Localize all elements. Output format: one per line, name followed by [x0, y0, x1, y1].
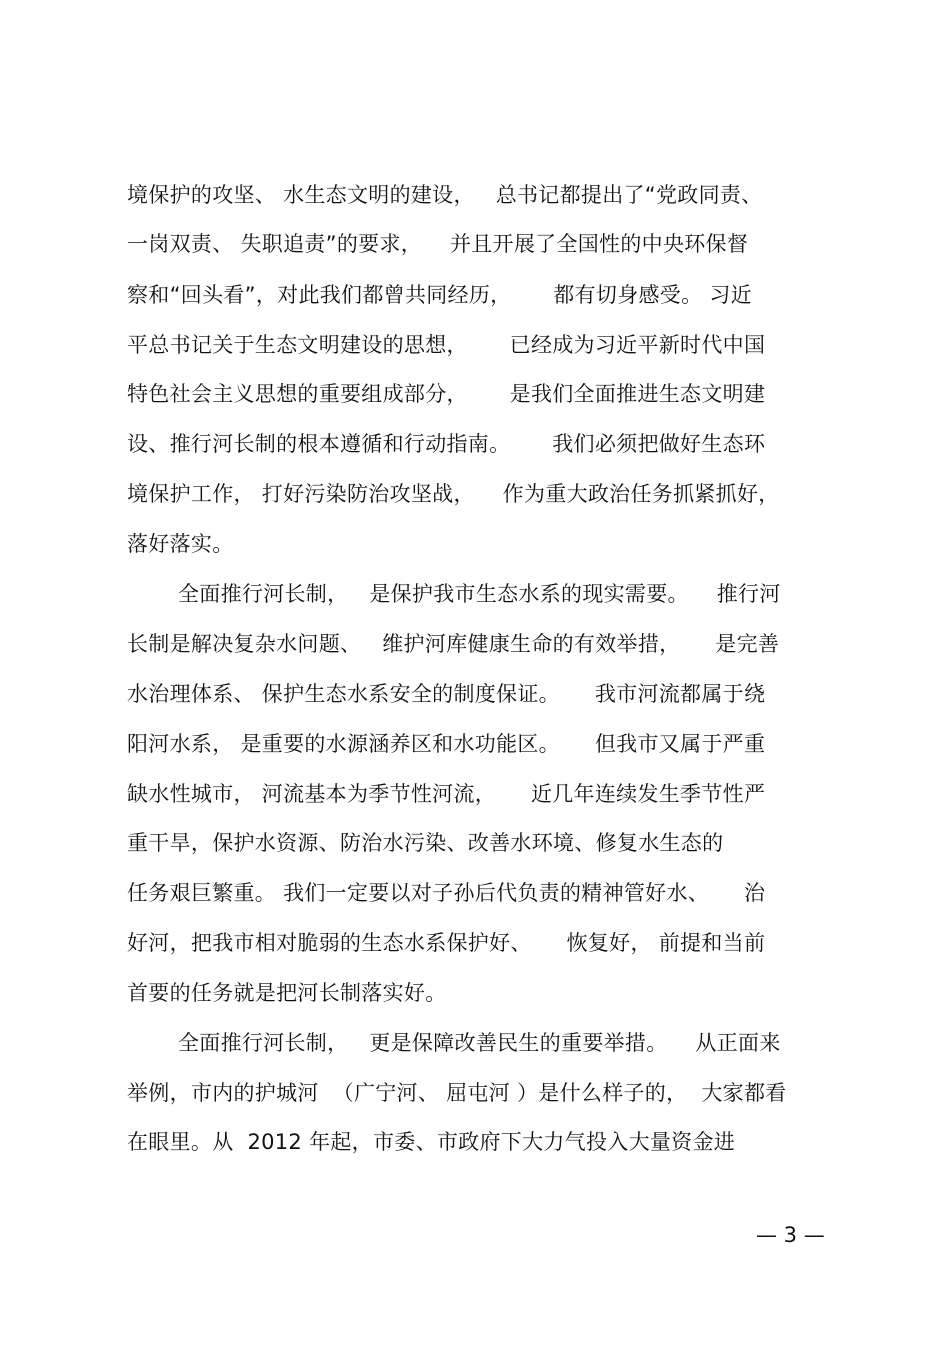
- text-line: 重干旱，保护水资源、防治水污染、改善水环境、修复水生态的: [127, 831, 724, 855]
- text-line: 任务艰巨繁重。 我们一定要以对子孙后代负责的精神管好水、 治: [127, 881, 766, 905]
- paragraph-start-line: 全面推行河长制， 是保护我市生态水系的现实需要。 推行河: [178, 582, 781, 606]
- text-line: 举例，市内的护城河 （广宁河、 屈屯河 ）是什么样子的， 大家都看: [127, 1081, 787, 1105]
- text-line: 境保护工作， 打好污染防治攻坚战， 作为重大政治任务抓紧抓好，: [127, 482, 780, 506]
- text-line: 平总书记关于生态文明建设的思想， 已经成为习近平新时代中国: [127, 333, 766, 357]
- text-line: 在眼里。从 2012 年起，市委、市政府下大力气投入大量资金进: [127, 1130, 736, 1154]
- text-line: 阳河水系， 是重要的水源涵养区和水功能区。 但我市又属于严重: [127, 732, 766, 756]
- text-line: 特色社会主义思想的重要组成部分， 是我们全面推进生态文明建: [127, 382, 766, 406]
- text-line: 水治理体系、 保护生态水系安全的制度保证。 我市河流都属于绕: [127, 682, 766, 706]
- text-line: 察和“回头看”，对此我们都曾共同经历， 都有切身感受。 习近: [127, 283, 752, 307]
- text-line: 好河，把我市相对脆弱的生态水系保护好、 恢复好， 前提和当前: [127, 931, 766, 955]
- text-line: 境保护的攻坚、 水生态文明的建设， 总书记都提出了“党政同责、: [127, 183, 763, 207]
- page-number: — 3 —: [756, 1223, 825, 1247]
- text-line: 落好落实。: [127, 532, 234, 556]
- text-line: 首要的任务就是把河长制落实好。: [127, 981, 447, 1005]
- text-line: 设、推行河长制的根本遵循和行动指南。 我们必须把做好生态环: [127, 432, 766, 456]
- text-line: 一岗双责、 失职追责”的要求， 并且开展了全国性的中央环保督: [127, 232, 749, 256]
- paragraph-start-line: 全面推行河长制， 更是保障改善民生的重要举措。 从正面来: [178, 1031, 781, 1055]
- text-line: 长制是解决复杂水问题、 维护河库健康生命的有效举措， 是完善: [127, 632, 780, 656]
- text-line: 缺水性城市， 河流基本为季节性河流， 近几年连续发生季节性严: [127, 782, 766, 806]
